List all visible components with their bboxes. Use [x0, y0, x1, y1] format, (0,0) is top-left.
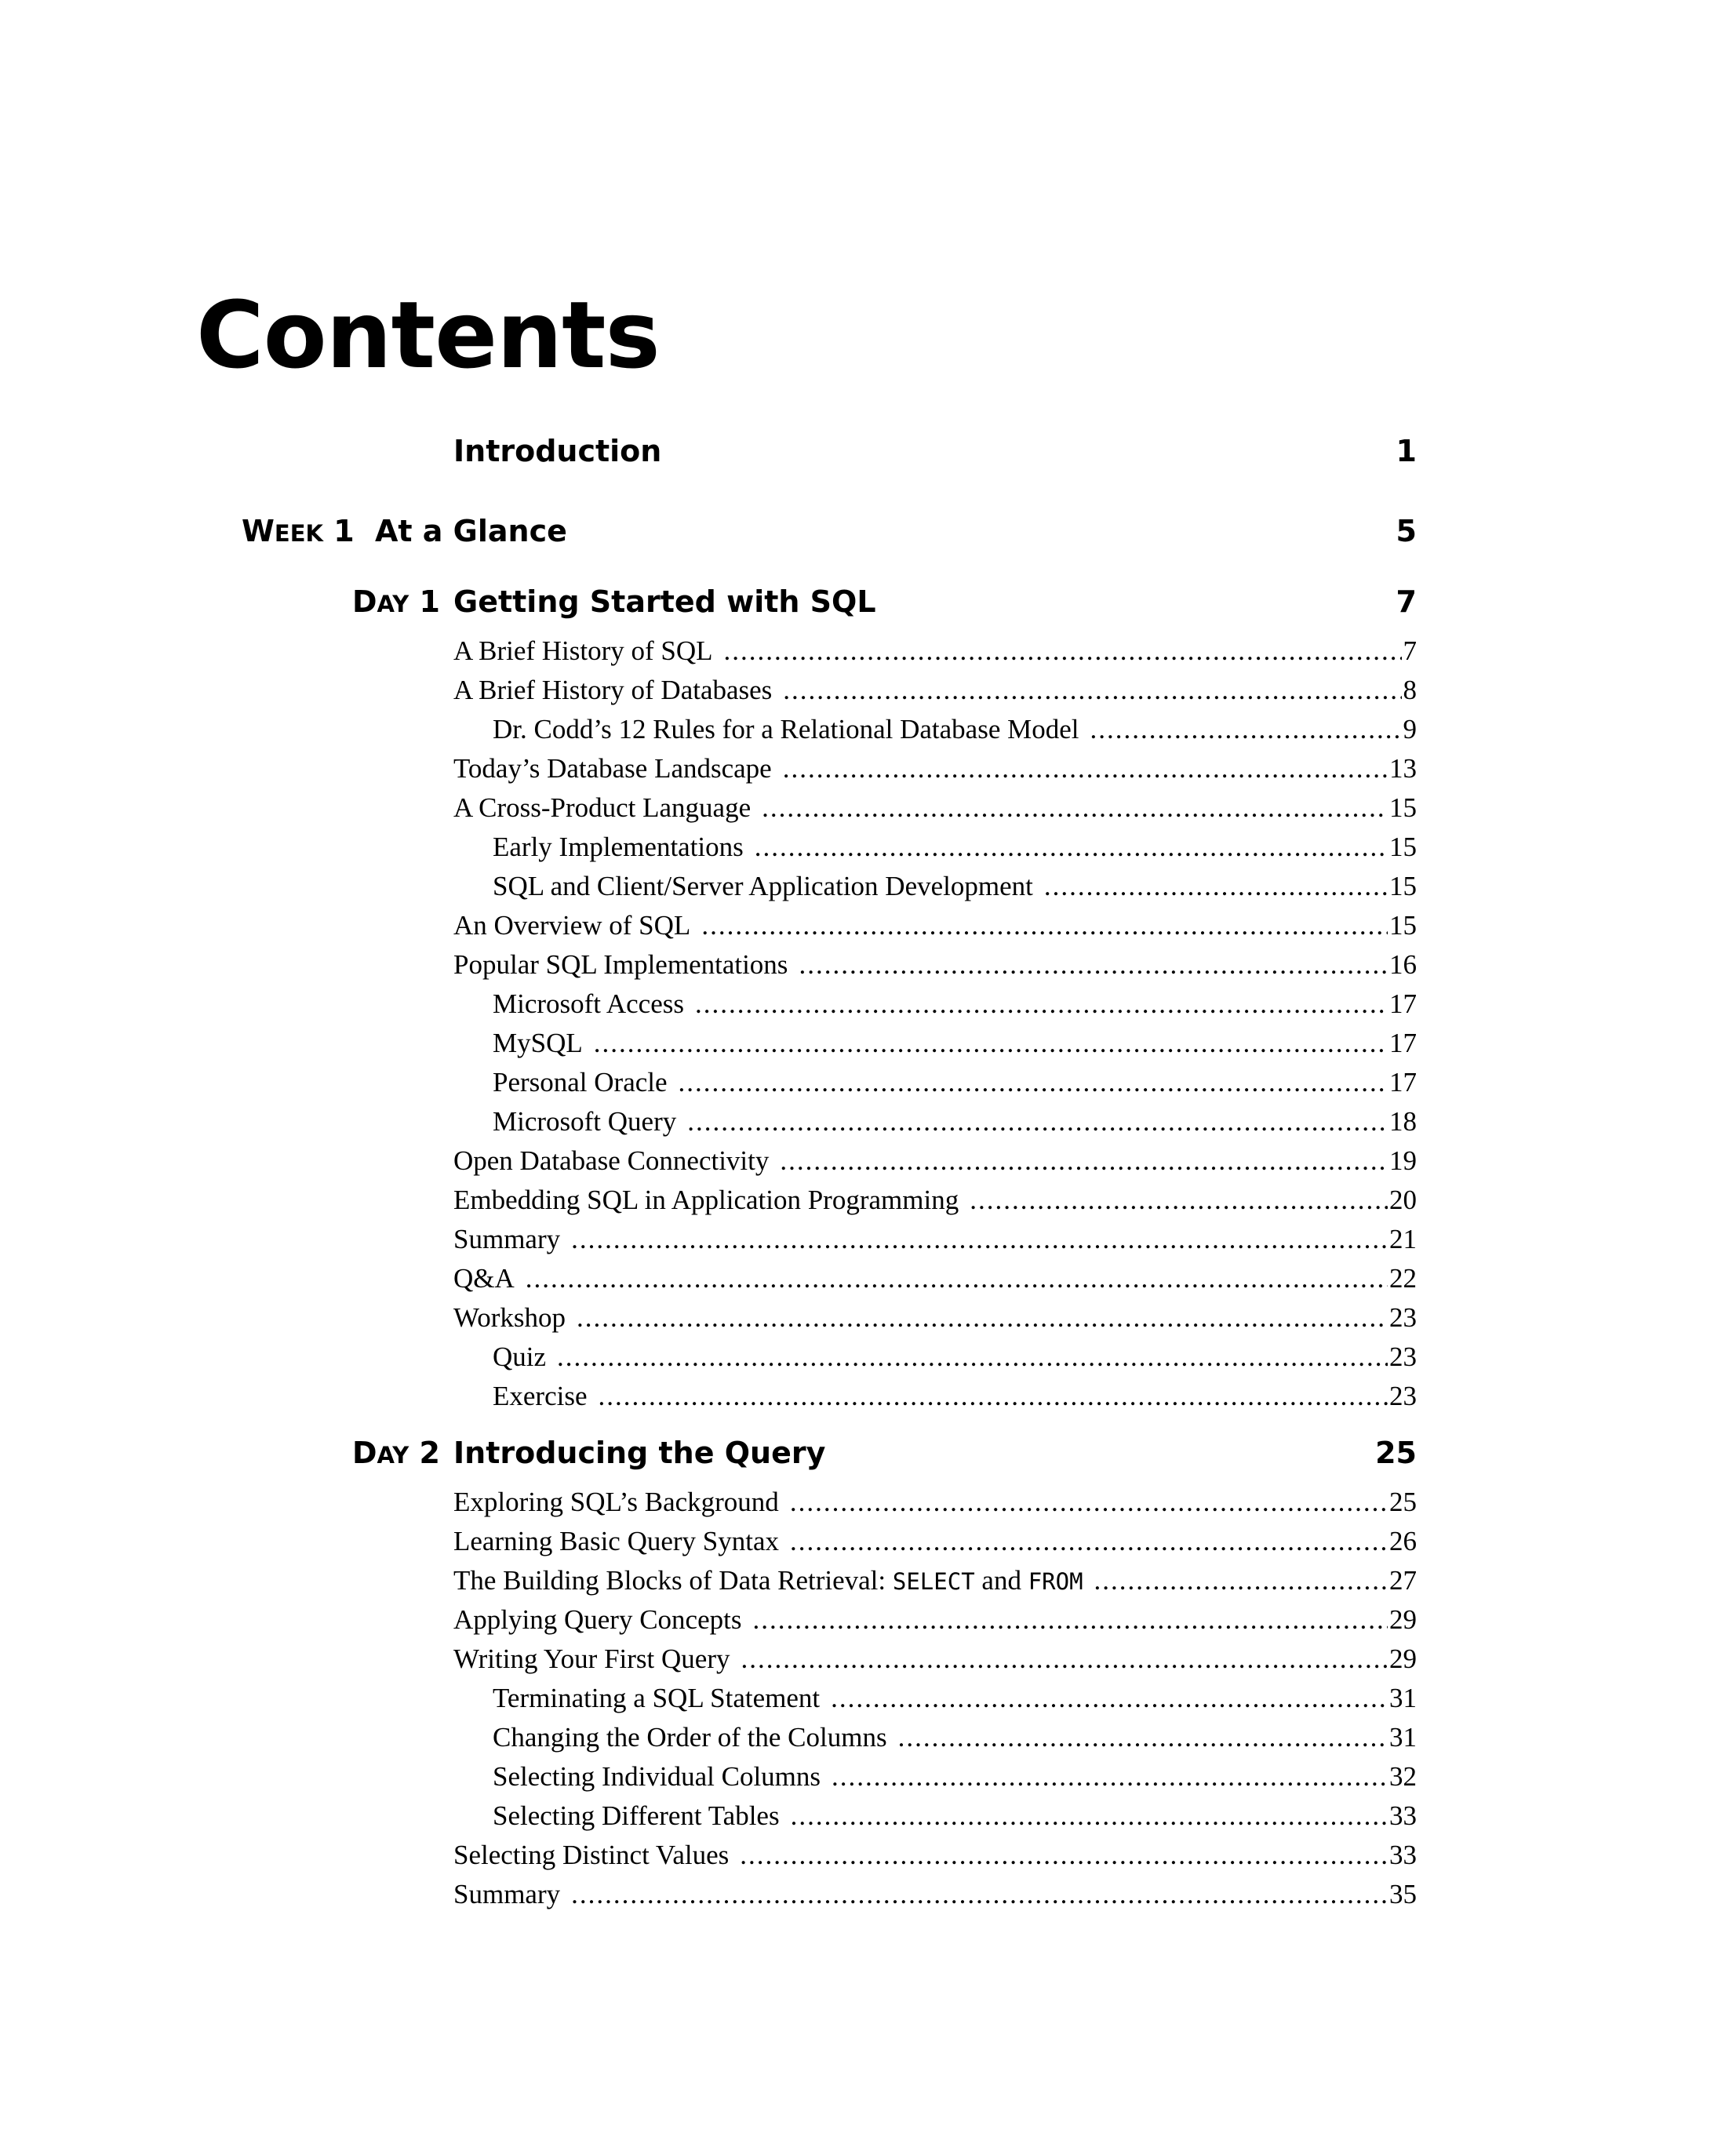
page-title: Contents — [196, 281, 660, 389]
toc-entry[interactable]: Popular SQL Implementations ..... 16 — [453, 951, 1417, 978]
toc-entry[interactable]: Today’s Database Landscape ..... 13 — [453, 755, 1417, 782]
toc-entry[interactable]: Open Database Connectivity ..... 19 — [453, 1147, 1417, 1174]
heading-page-number: 5 — [1396, 514, 1417, 548]
week-prefix: WEEK 1 — [242, 514, 355, 548]
toc-entry[interactable]: The Building Blocks of Data Retrieval: SELECT and FROM ..... 27 — [453, 1567, 1417, 1594]
toc-entry[interactable]: Workshop ..... 23 — [453, 1304, 1417, 1331]
toc-subentry[interactable]: Changing the Order of the Columns ..... 31 — [493, 1724, 1417, 1751]
toc-entry[interactable]: A Cross-Product Language ..... 15 — [453, 794, 1417, 821]
heading-page-number: 7 — [1396, 584, 1417, 619]
heading-label: Introducing the Query — [453, 1436, 826, 1470]
toc-entry[interactable]: Writing Your First Query ..... 29 — [453, 1645, 1417, 1673]
toc-subentry[interactable]: Dr. Codd’s 12 Rules for a Relational Database Model ..... 9 — [493, 715, 1417, 743]
toc-subentry[interactable]: Personal Oracle ..... 17 — [493, 1068, 1417, 1096]
toc-heading-day-2[interactable] — [0, 1438, 1417, 1472]
toc-subentry[interactable]: MySQL ..... 17 — [493, 1029, 1417, 1057]
toc-subentry[interactable]: Microsoft Query ..... 18 — [493, 1108, 1417, 1135]
toc-subentry[interactable]: Quiz ..... 23 — [493, 1343, 1417, 1370]
toc-subentry[interactable]: Exercise ..... 23 — [493, 1382, 1417, 1410]
toc-subentry[interactable]: Selecting Individual Columns ..... 32 — [493, 1763, 1417, 1790]
heading-label: Getting Started with SQL — [453, 584, 876, 619]
toc-heading-week-1[interactable] — [0, 516, 1417, 551]
toc-entry[interactable]: Applying Query Concepts ..... 29 — [453, 1606, 1417, 1633]
toc-subentry[interactable]: SQL and Client/Server Application Development ..... 15 — [493, 872, 1417, 900]
toc-subentry[interactable]: Selecting Different Tables ..... 33 — [493, 1802, 1417, 1829]
toc-entry[interactable]: Learning Basic Query Syntax ..... 26 — [453, 1527, 1417, 1555]
toc-subentry[interactable]: Terminating a SQL Statement ..... 31 — [493, 1684, 1417, 1712]
heading-label: At a Glance — [375, 514, 567, 548]
heading-page-number: 1 — [1396, 434, 1417, 468]
toc-subentry[interactable]: Early Implementations ..... 15 — [493, 833, 1417, 861]
toc-entry[interactable]: Q&A ..... 22 — [453, 1265, 1417, 1292]
code-from: FROM — [1028, 1568, 1083, 1595]
toc-entry[interactable]: A Brief History of Databases ..... 8 — [453, 676, 1417, 704]
heading-page-number: 25 — [1375, 1436, 1417, 1470]
toc-entry[interactable]: Embedding SQL in Application Programming ..... 20 — [453, 1186, 1417, 1214]
toc-heading-day-1[interactable] — [0, 584, 1417, 621]
heading-label: Introduction — [453, 434, 662, 468]
toc-entry[interactable]: Summary ..... 35 — [453, 1880, 1417, 1908]
day-prefix: DAY 2 — [352, 1436, 440, 1470]
toc-subentry[interactable]: Microsoft Access ..... 17 — [493, 990, 1417, 1017]
code-select: SELECT — [892, 1568, 975, 1595]
day-prefix: DAY 1 — [352, 584, 440, 619]
toc-heading-introduction[interactable] — [0, 436, 1417, 471]
toc-entry[interactable]: Selecting Distinct Values ..... 33 — [453, 1841, 1417, 1869]
toc-entry[interactable]: Exploring SQL’s Background ..... 25 — [453, 1488, 1417, 1516]
toc-entry[interactable]: An Overview of SQL ..... 15 — [453, 912, 1417, 939]
toc-entry[interactable]: Summary ..... 21 — [453, 1225, 1417, 1253]
toc-entry[interactable]: A Brief History of SQL ..... 7 — [453, 637, 1417, 664]
